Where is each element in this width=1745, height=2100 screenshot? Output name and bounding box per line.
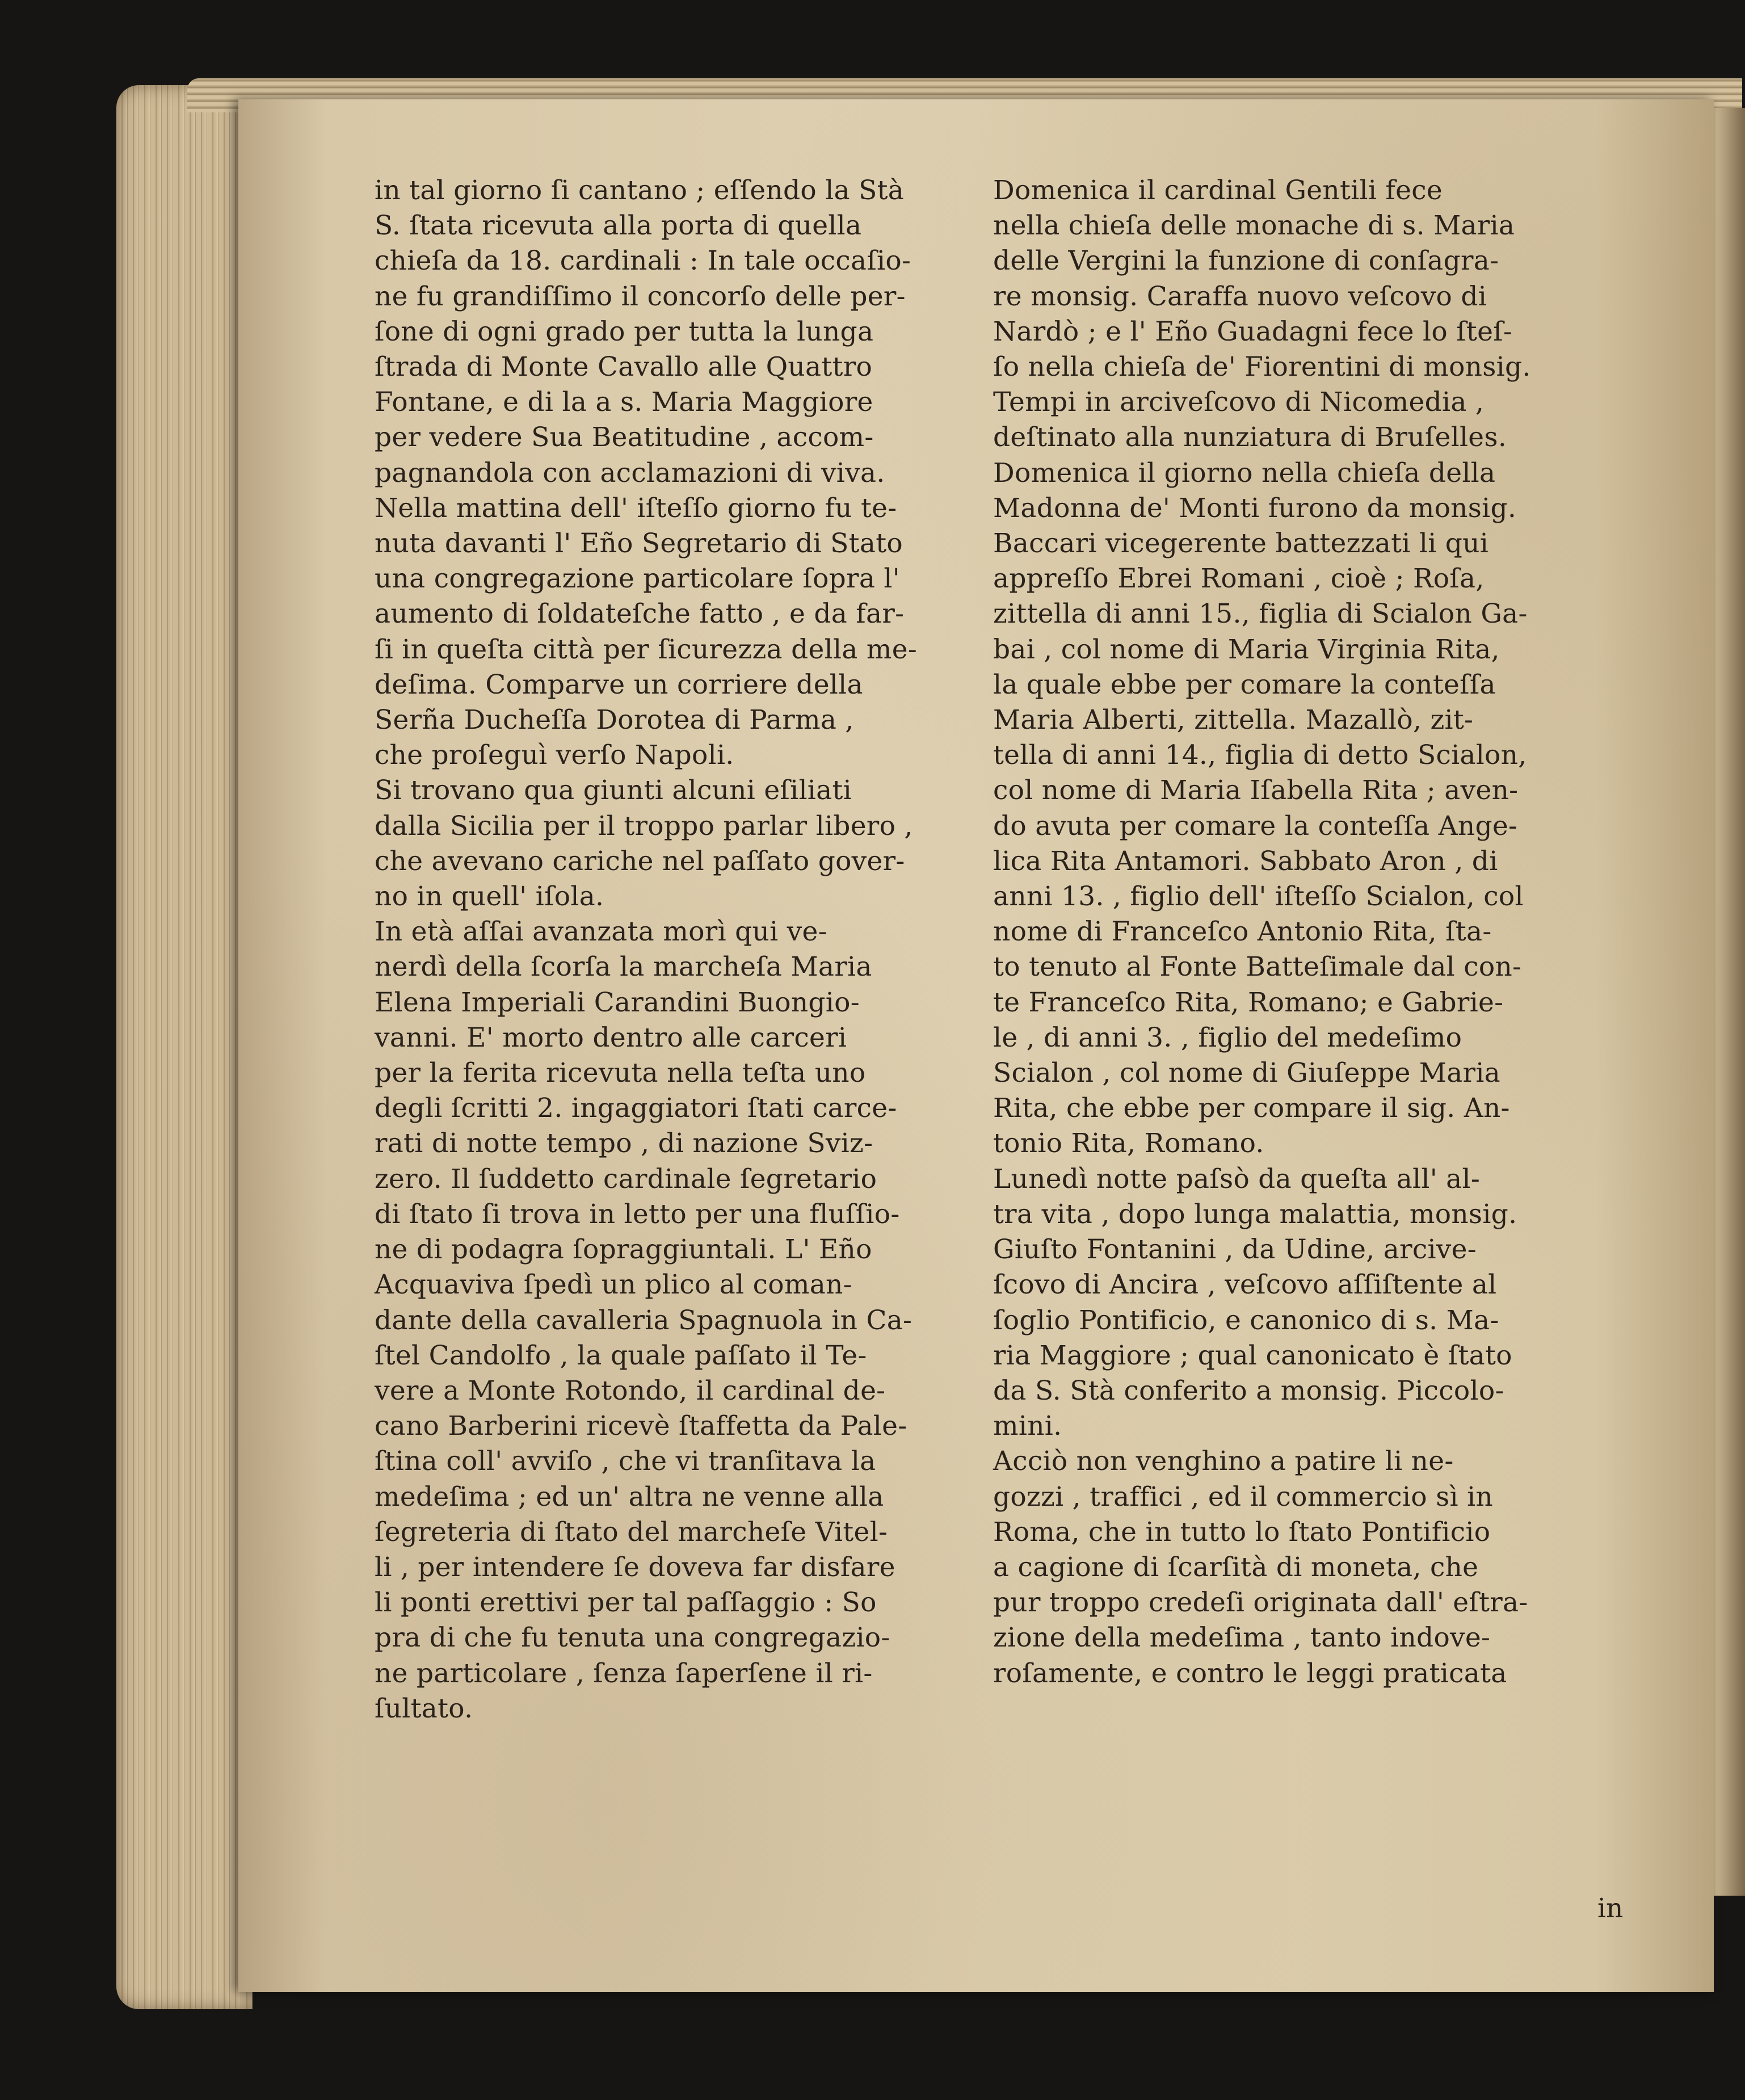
- text-line: Si trovano qua giunti alcuni eſiliati: [375, 775, 852, 807]
- text-line: tra vita , dopo lunga malattia, monsig.: [993, 1198, 1517, 1230]
- text-line: ne di podagra ſopraggiuntali. L' Eño: [375, 1234, 872, 1266]
- text-line: cano Barberini ricevè ſtaffetta da Pale-: [375, 1410, 907, 1442]
- text-line: di ſtato ſi trova in letto per una fluſſio-: [375, 1198, 900, 1230]
- left-text-column: [375, 173, 976, 1727]
- text-line: delle Vergini la funzione di conſagra-: [993, 245, 1499, 277]
- text-line: Acquaviva ſpedì un plico al coman-: [375, 1269, 852, 1301]
- text-line: dalla Sicilia per il troppo parlar libero ,: [375, 810, 913, 842]
- text-line: li ponti erettivi per tal paſſaggio : So: [375, 1587, 877, 1619]
- text-line: to tenuto al Fonte Batteſimale dal con-: [993, 951, 1522, 983]
- right-text-column: [993, 173, 1592, 1691]
- text-line: Tempi in arciveſcovo di Nicomedia ,: [993, 387, 1485, 418]
- text-line: te Franceſco Rita, Romano; e Gabrie-: [993, 986, 1504, 1018]
- text-line: in tal giorno ſi cantano ; eſſendo la Stà: [375, 175, 905, 206]
- text-line: ſtel Candolfo , la quale paſſato il Te-: [375, 1339, 867, 1371]
- text-line: nella chieſa delle monache di s. Maria: [993, 210, 1515, 242]
- text-line: li , per intendere ſe doveva far disfare: [375, 1551, 895, 1583]
- text-line: a cagione di ſcarſità di moneta, che: [993, 1551, 1479, 1583]
- text-line: roſamente, e contro le leggi praticata: [993, 1657, 1507, 1689]
- text-line: Baccari vicegerente battezzati li qui: [993, 528, 1489, 560]
- text-line: le , di anni 3. , figlio del medeſimo: [993, 1022, 1462, 1053]
- text-line: Lunedì notte paſsò da queſta all' al-: [993, 1163, 1481, 1195]
- text-line: zittella di anni 15., figlia di Scialon Ga-: [993, 598, 1528, 630]
- text-line: bai , col nome di Maria Virginia Rita,: [993, 633, 1500, 665]
- text-line: per la ferita ricevuta nella teſta uno: [375, 1057, 866, 1089]
- text-line: Rita, che ebbe per compare il sig. An-: [993, 1093, 1510, 1124]
- text-line: Madonna de' Monti furono da monsig.: [993, 492, 1517, 524]
- text-line: appreſſo Ebrei Romani , cioè ; Roſa,: [993, 563, 1485, 595]
- text-line: Fontane, e di la a s. Maria Maggiore: [375, 387, 873, 418]
- text-line: zione della medeſima , tanto indove-: [993, 1622, 1491, 1654]
- text-line: vanni. E' morto dentro alle carceri: [375, 1022, 847, 1053]
- catchword: in: [1597, 1893, 1624, 1924]
- text-line: ſtina coll' avviſo , che vi tranſitava la: [375, 1446, 876, 1477]
- text-line: deſima. Comparve un corriere della: [375, 669, 863, 700]
- text-line: ſegreteria di ſtato del marcheſe Vitel-: [375, 1516, 888, 1548]
- book-page: [238, 99, 1714, 1992]
- text-line: ſtrada di Monte Cavallo alle Quattro: [375, 351, 873, 383]
- text-line: ne fu grandiſſimo il concorſo delle per-: [375, 280, 906, 312]
- text-line: Domenica il cardinal Gentili fece: [993, 175, 1443, 206]
- text-line: zero. Il ſuddetto cardinale ſegretario: [375, 1163, 877, 1195]
- text-line: nome di Franceſco Antonio Rita, ſta-: [993, 916, 1492, 948]
- text-line: ſi in queſta città per ſicurezza della me-: [375, 633, 917, 665]
- text-line: ſultato.: [375, 1692, 473, 1724]
- text-line: che proſeguì verſo Napoli.: [375, 740, 734, 771]
- text-line: Nardò ; e l' Eño Guadagni fece lo ſteſ-: [993, 316, 1513, 347]
- text-line: re monsig. Caraffa nuovo veſcovo di: [993, 280, 1487, 312]
- text-line: nuta davanti l' Eño Segretario di Stato: [375, 528, 903, 560]
- text-line: tella di anni 14., figlia di detto Scialon,: [993, 740, 1527, 771]
- text-line: aumento di ſoldateſche fatto , e da far-: [375, 598, 905, 630]
- text-line: Roma, che in tutto lo ſtato Pontificio: [993, 1516, 1491, 1548]
- text-line: Acciò non venghino a patire li ne-: [993, 1446, 1454, 1477]
- text-line: deſtinato alla nunziatura di Bruſelles.: [993, 422, 1507, 453]
- text-line: ne particolare , ſenza ſaperſene il ri-: [375, 1657, 873, 1689]
- text-line: mini.: [993, 1410, 1062, 1442]
- text-line: degli ſcritti 2. ingaggiatori ſtati carce-: [375, 1093, 897, 1124]
- text-line: Elena Imperiali Carandini Buongio-: [375, 986, 860, 1018]
- text-line: anni 13. , figlio dell' iſteſſo Scialon, col: [993, 881, 1524, 913]
- text-line: che avevano cariche nel paſſato gover-: [375, 845, 905, 877]
- text-line: da S. Stà conferito a monsig. Piccolo-: [993, 1375, 1504, 1406]
- text-line: pagnandola con acclamazioni di viva.: [375, 457, 885, 489]
- book-page-edges: [116, 85, 253, 2009]
- text-line: Scialon , col nome di Giuſeppe Maria: [993, 1057, 1500, 1089]
- text-line: rati di notte tempo , di nazione Sviz-: [375, 1128, 873, 1160]
- text-line: ſo nella chieſa de' Fiorentini di monsig.: [993, 351, 1531, 383]
- text-line: Domenica il giorno nella chieſa della: [993, 457, 1496, 489]
- text-line: ſoglio Pontificio, e canonico di s. Ma-: [993, 1304, 1499, 1336]
- text-line: ſcovo di Ancira , veſcovo aſſiſtente al: [993, 1269, 1497, 1301]
- text-line: lica Rita Antamori. Sabbato Aron , di: [993, 845, 1498, 877]
- text-line: Nella mattina dell' iſteſſo giorno fu te-: [375, 492, 897, 524]
- text-line: una congregazione particolare ſopra l': [375, 563, 900, 595]
- text-line: chieſa da 18. cardinali : In tale occaſio-: [375, 245, 911, 277]
- text-line: la quale ebbe per comare la conteſſa: [993, 669, 1496, 700]
- text-line: col nome di Maria Iſabella Rita ; aven-: [993, 775, 1519, 807]
- text-line: In età aſſai avanzata morì qui ve-: [375, 916, 827, 948]
- text-line: tonio Rita, Romano.: [993, 1128, 1264, 1160]
- text-line: Giuſto Fontanini , da Udine, arcive-: [993, 1234, 1477, 1266]
- text-line: ſone di ogni grado per tutta la lunga: [375, 316, 874, 347]
- text-line: S. ſtata ricevuta alla porta di quella: [375, 210, 862, 242]
- text-line: gozzi , traffici , ed il commercio sì in: [993, 1481, 1493, 1513]
- text-line: medeſima ; ed un' altra ne venne alla: [375, 1481, 884, 1513]
- text-line: pra di che fu tenuta una congregazio-: [375, 1622, 890, 1654]
- text-line: Maria Alberti, zittella. Mazallò, zit-: [993, 704, 1474, 736]
- text-line: per vedere Sua Beatitudine , accom-: [375, 422, 874, 453]
- text-line: no in quell' iſola.: [375, 881, 604, 913]
- text-line: dante della cavalleria Spagnuola in Ca-: [375, 1304, 913, 1336]
- text-line: ria Maggiore ; qual canonicato è ſtato: [993, 1339, 1512, 1371]
- text-line: Serña Ducheſſa Dorotea di Parma ,: [375, 704, 854, 736]
- text-line: do avuta per comare la conteſſa Ange-: [993, 810, 1518, 842]
- text-line: pur troppo credeſi originata dall' eſtra-: [993, 1587, 1528, 1619]
- text-line: vere a Monte Rotondo, il cardinal de-: [375, 1375, 886, 1406]
- text-line: nerdì della ſcorſa la marcheſa Maria: [375, 951, 872, 983]
